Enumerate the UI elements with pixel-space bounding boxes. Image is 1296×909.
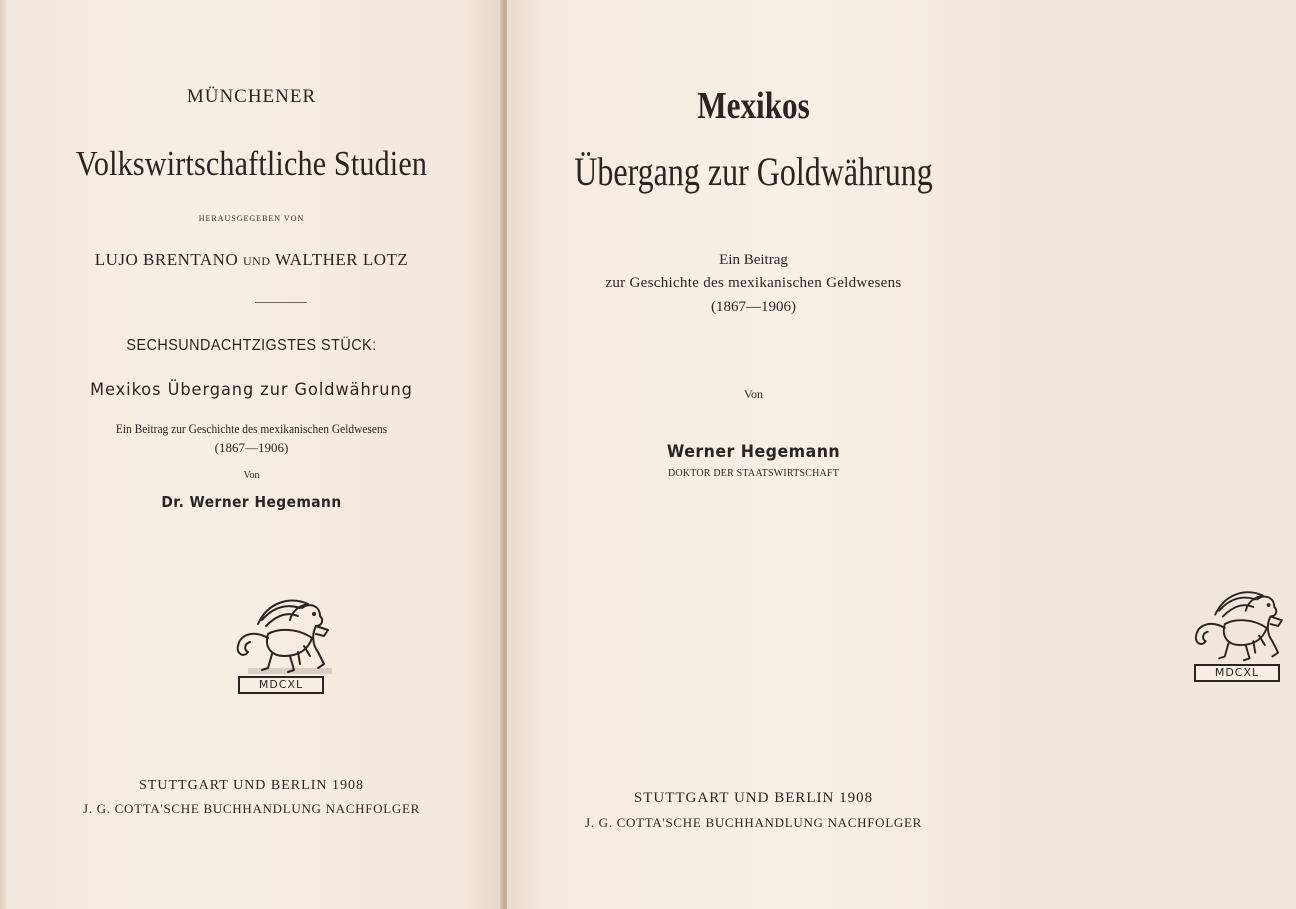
edited-by-label: HERAUSGEGEBEN VON [198, 214, 305, 223]
author-name: Dr. Werner Hegemann [161, 493, 342, 511]
piece-number: SECHSUNDACHTZIGSTES STÜCK: [126, 337, 377, 354]
series-title: Volkswirtschaftliche Studien [75, 144, 428, 183]
work-subtitle: Ein Beitrag zur Geschichte des mexikanischen Geldwesens [115, 421, 388, 436]
mark-year: MDCXL [238, 676, 324, 694]
work-years: (1867—1906) [214, 440, 289, 455]
publisher-mark-icon [1184, 586, 1296, 686]
left-page [0, 0, 503, 909]
subtitle-line-2: zur Geschichte des mexikanischen Geldwesens [605, 275, 902, 291]
imprint-place: STUTTGART UND BERLIN 1908 [139, 778, 364, 793]
editor-2: WALTHER LOTZ [274, 250, 409, 269]
editor-1: LUJO BRENTANO [94, 250, 239, 269]
griffin-icon [1184, 586, 1296, 666]
title-line-2: Übergang zur Goldwährung [574, 149, 933, 194]
work-title: Mexikos Übergang zur Goldwährung [90, 380, 413, 400]
divider-rule [255, 302, 307, 303]
publisher-mark-icon [228, 594, 340, 698]
right-page [507, 0, 1260, 909]
imprint-publisher: J. G. COTTA'SCHE BUCHHANDLUNG NACHFOLGER [585, 815, 922, 830]
by-label: Von [243, 470, 260, 481]
mark-year: MDCXL [1194, 664, 1280, 682]
subtitle-line-1: Ein Beitrag [719, 252, 788, 268]
imprint-place: STUTTGART UND BERLIN 1908 [633, 790, 874, 806]
griffin-icon [228, 594, 340, 678]
by-label: Von [743, 387, 764, 401]
imprint-publisher: J. G. COTTA'SCHE BUCHHANDLUNG NACHFOLGER [83, 801, 420, 816]
editors [0, 250, 503, 270]
editor-and: UND [242, 254, 271, 268]
title-line-1: Mexikos [697, 85, 810, 127]
subtitle-years: (1867—1906) [711, 299, 796, 315]
author-name: Werner Hegemann [666, 442, 841, 462]
author-degree: DOKTOR DER STAATSWIRTSCHAFT [667, 468, 840, 479]
series-name: MÜNCHENER [186, 86, 317, 107]
